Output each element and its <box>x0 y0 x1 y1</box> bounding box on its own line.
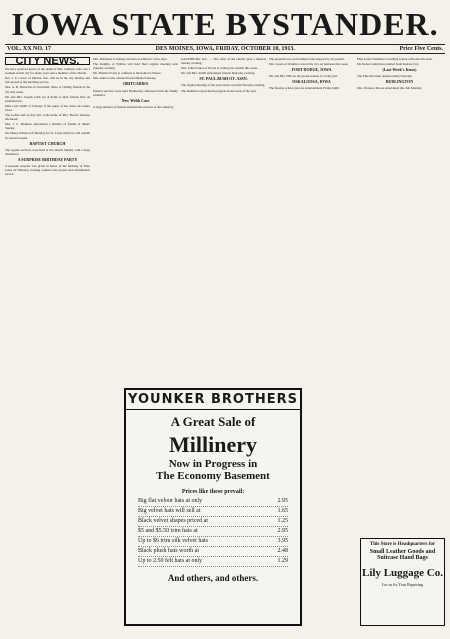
luggage-ad <box>360 538 445 626</box>
section-heading: BAPTIST CHURCH <box>29 140 66 146</box>
article-paragraph: Mr. Henry Walters left Monday for St. Louis where he will remain for several weeks. <box>5 131 90 140</box>
location-date: DES MOINES, IOWA, FRIDAY, OCTOBER 10, 1913. <box>155 46 295 52</box>
dateline <box>5 44 445 54</box>
article-paragraph: GALESBURG, ILL. — The choir of the church gave a musical Sunday evening. <box>181 57 266 66</box>
younker-brothers-ad <box>124 388 302 626</box>
city-news-header: CITY NEWS. <box>5 57 90 65</box>
section-heading: OSKALOOSA, IOWA <box>292 79 331 85</box>
article-paragraph: Mrs. A. B. Bostwick of Cleveland, Ohio, is visiting friends in the city this week. <box>5 85 90 94</box>
ad-price-row: Big flat velour hats at only 2.95 <box>138 497 288 507</box>
section-heading: ST. PAUL BUSH OT. ASSN. <box>199 76 248 82</box>
article-paragraph: A large number of friends attended the services at the cemetery. <box>93 104 175 109</box>
article-paragraph: Miss Jessie Williams is teaching school at Boone this term. <box>357 57 433 61</box>
article-paragraph: The Elks held their annual outing Saturday. <box>357 74 413 79</box>
article-paragraph: Mrs. Robinson is visiting relatives at Albia for a few days. <box>93 57 168 61</box>
ad-price-row: Black plush hats worth at 2.48 <box>138 547 288 557</box>
article-paragraph: Rev. J. P. Carver of Marion, Ind., will be in the city Sunday and will preach at the morning service. <box>5 76 90 85</box>
ad-brand: YOUNKER BROTHERS <box>126 390 300 410</box>
ad-footer: And others, and others. <box>167 573 259 583</box>
article-paragraph: Mr. and Mrs. Hill are the proud parents of a baby girl. <box>269 74 338 79</box>
ad2-top: This Store is Headquarters for <box>369 542 436 547</box>
ad-line-1: A Great Sale of <box>170 414 256 429</box>
ad2-brand: Lily Luggage Co. <box>362 567 443 579</box>
ad-line-3: Now in Progress in <box>168 458 258 470</box>
section-heading: (Last Week's Items) <box>382 67 417 73</box>
ad-price-row: Big velvet hats will sell at 1.65 <box>138 507 288 517</box>
ad2-addr: Let us fix Your Repairing <box>382 582 423 587</box>
article-paragraph: Mr. Thomas Evans is confined to his home by illness. <box>93 71 162 76</box>
article-paragraph: Mr. Robert Allen has returned from Kansas City. <box>357 62 420 67</box>
article-paragraph: The members report much progress in the work of the year. <box>181 88 257 93</box>
article-paragraph: Mrs. J. C. Madison entertained a number of friends at dinner Sunday. <box>5 122 90 131</box>
ad-price-row: Black velvet shapes priced at 1.25 <box>138 517 288 527</box>
section-heading: New Webb Case <box>121 97 150 103</box>
ad-line-2: Millinery <box>169 432 257 457</box>
article-paragraph: Miss Lula Smith of Chicago is the guest of her sister on Center street. <box>5 103 90 112</box>
article-paragraph: The Knights of Pythias will hold their regular meeting next Tuesday evening. <box>93 62 178 71</box>
masthead: IOWA STATE BYSTANDER. <box>11 6 439 42</box>
article-paragraph: Mrs. Anna Carter returned from Omaha Saturday. <box>93 76 157 81</box>
section-heading: FORT DODGE, IOWA <box>291 67 332 73</box>
article-paragraph: Funeral services were held Wednesday afternoon from the family residence. <box>93 88 178 97</box>
volume-number: VOL. XX NO. 17 <box>7 46 52 52</box>
article-paragraph: Mrs. Lillie Parker of Peoria is visiting her mother this week. <box>181 66 258 71</box>
article-paragraph: The Sunday school gave an entertainment Friday night. <box>269 86 340 91</box>
ad-price-row: Up to 2.50 felt hats at only 1.29 <box>138 557 288 567</box>
price: Price Five Cents. <box>399 46 443 52</box>
article-paragraph: The regular services were held at the church Sunday with a large attendance. <box>5 147 90 156</box>
section-heading: A SURPRISE BIRTHDAY PARTY <box>17 156 78 162</box>
article-paragraph: Mrs. Florence Moore entertained the club Monday. <box>357 86 423 91</box>
article-paragraph: The Ladies Aid society met at the home of Mrs. Brown Tuesday afternoon. <box>5 113 90 122</box>
column-1 <box>5 57 90 639</box>
ad-price-list <box>138 488 288 567</box>
article-paragraph: Mr. and Mrs. Joseph Clark are at home to their friends after an extended trip. <box>5 94 90 103</box>
ad-price-row: $5 and $5.50 trim hats at 2.95 <box>138 527 288 537</box>
article-paragraph: Mr. and Mrs. Smith entertained friends Thursday evening. <box>181 71 256 76</box>
article-paragraph: We have received notice of the death of Mrs. Johnson, who was a resident of this city for many years and a member of the church. <box>5 67 90 76</box>
article-paragraph: Mrs. Green of Ottumwa was in the city on business this week. <box>269 62 349 67</box>
article-paragraph: The program was well rendered and enjoyed by all present. <box>269 57 345 61</box>
section-heading: OBITUARIES <box>122 81 149 87</box>
ad-prices-head: Prices like these prevail: <box>181 489 245 495</box>
ad-price-row: Up to $6 trim silk velvet hats 3.95 <box>138 537 288 547</box>
article-paragraph: A pleasant surprise was given in honor of the birthday of Miss Jones on Thursday evening. Games were played and refreshments served. <box>5 163 90 177</box>
section-heading: BURLINGTON <box>385 79 414 85</box>
ad-line-4: The Economy Basement <box>156 470 270 482</box>
article-paragraph: The regular meeting of the association was held Tuesday evening. <box>181 83 266 88</box>
ad2-sub: Small Leather Goods and Suitcase Hand Bags <box>369 549 436 561</box>
